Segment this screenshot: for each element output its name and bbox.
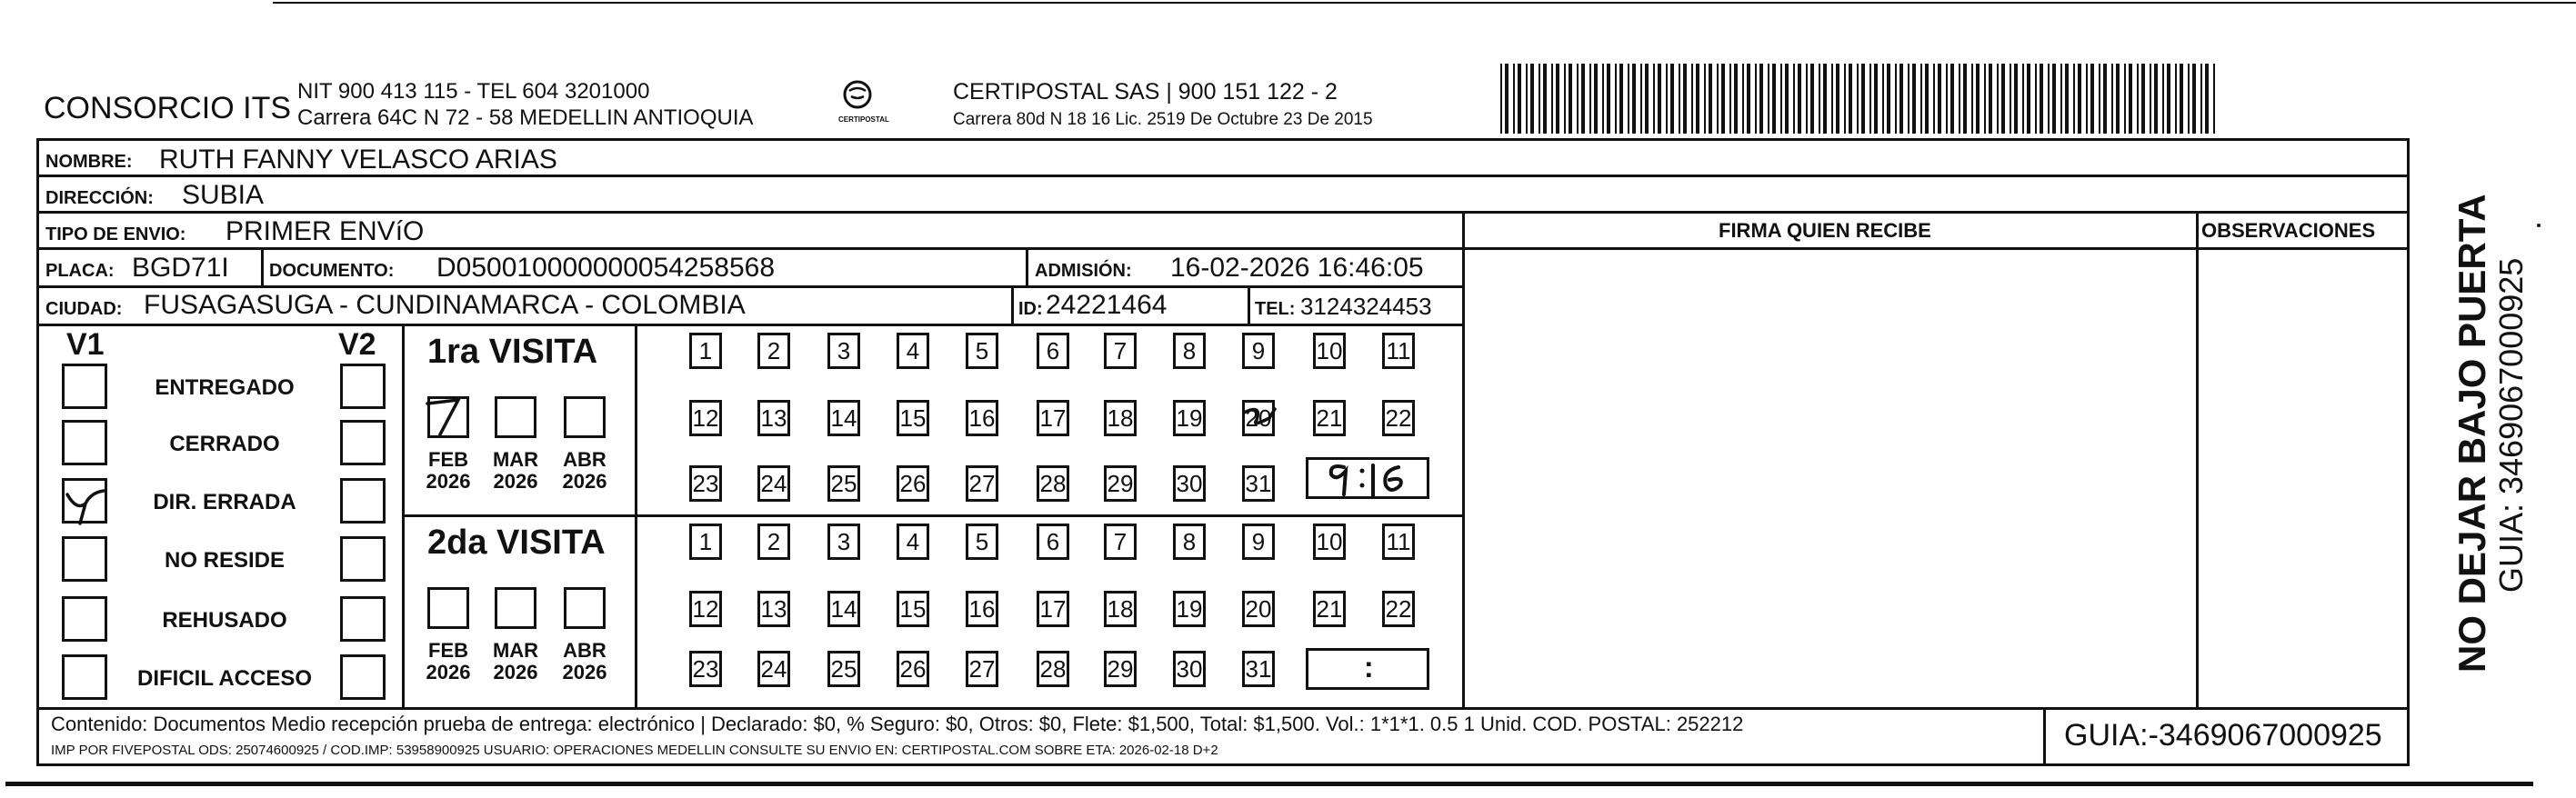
second-visit-day-box[interactable]: 27 <box>966 651 998 687</box>
month-label <box>557 449 612 493</box>
barcode-bar <box>1861 64 1865 134</box>
first-visit-label: 1ra VISITA <box>427 333 598 371</box>
admision-divider <box>1026 247 1028 285</box>
guia-divider <box>2043 707 2046 766</box>
barcode-bar <box>1899 64 1903 134</box>
nit-line: NIT 900 413 115 - TEL 604 3201000 <box>297 79 650 104</box>
barcode-bar <box>1658 64 1661 134</box>
barcode-bar <box>1959 64 1960 134</box>
first-visit-day-box[interactable]: 27 <box>966 465 998 502</box>
barcode-bar <box>1679 64 1680 134</box>
barcode-bar <box>1844 64 1846 134</box>
barcode-bar <box>1742 64 1744 134</box>
barcode-bar <box>1632 64 1636 134</box>
month-name: FEB <box>428 639 468 662</box>
first-visit-time-box[interactable] <box>1306 457 1429 499</box>
barcode-bar <box>2141 64 2145 134</box>
second-visit-day-box[interactable]: 24 <box>757 651 790 687</box>
barcode-bar <box>1530 64 1534 134</box>
barcode-bar <box>1721 64 1725 134</box>
first-visit-day-box[interactable]: 26 <box>897 465 929 502</box>
first-visit-day-box[interactable]: 2 <box>757 333 790 369</box>
second-visit-day-box[interactable]: 30 <box>1173 651 1206 687</box>
logo-caption: CERTIPOSTAL <box>838 115 889 124</box>
barcode-bar <box>1747 64 1750 134</box>
first-visit-day-box[interactable]: 7 <box>1104 333 1137 369</box>
second-visit-label: 2da VISITA <box>427 524 606 562</box>
barcode-bar <box>2137 64 2139 134</box>
barcode-bar <box>1577 64 1579 134</box>
barcode-bar <box>1836 64 1839 134</box>
month-label <box>488 449 543 493</box>
barcode-bar <box>1602 64 1604 134</box>
barcode-bar <box>1874 64 1878 134</box>
barcode-bar <box>1857 64 1859 134</box>
barcode-bar <box>1798 64 1801 134</box>
first-visit-day-box[interactable]: 31 <box>1242 465 1275 502</box>
barcode-bar <box>1628 64 1629 134</box>
second-visit-day-box[interactable]: 3 <box>827 524 860 560</box>
first-visit-day-box[interactable]: 29 <box>1104 465 1137 502</box>
second-visit-day-box[interactable]: 26 <box>897 651 929 687</box>
barcode-bar <box>2188 64 2190 134</box>
company-name: CONSORCIO ITS <box>44 91 292 125</box>
barcode-bar <box>1938 64 1941 134</box>
barcode-bar <box>2200 64 2202 134</box>
barcode-bar <box>1653 64 1655 134</box>
barcode-bar <box>1539 64 1540 134</box>
ciudad-label: CIUDAD: <box>45 299 123 319</box>
firma-divider <box>1462 211 1465 707</box>
second-visit-day-box[interactable]: 2 <box>757 524 790 560</box>
month-year: 2026 <box>426 661 471 684</box>
barcode-bar <box>2213 64 2215 134</box>
barcode-bar <box>2099 64 2100 134</box>
barcode-bar <box>1645 64 1649 134</box>
barcode-bar <box>1526 64 1528 134</box>
barcode-bar <box>1997 64 1999 134</box>
second-visit-day-box[interactable]: 23 <box>689 651 722 687</box>
barcode-bar <box>1518 64 1521 134</box>
barcode-bar <box>2010 64 2011 134</box>
v1-checkbox[interactable] <box>62 536 107 582</box>
first-visit-day-box[interactable]: 3 <box>827 333 860 369</box>
status-option-label: DIFICIL ACCESO <box>136 666 312 691</box>
barcode-bar <box>2048 64 2050 134</box>
barcode-bar <box>1755 64 1757 134</box>
first-visit-day-box[interactable]: 10 <box>1313 333 1346 369</box>
v2-checkbox[interactable] <box>340 536 386 582</box>
second-visit-day-box[interactable]: 8 <box>1173 524 1206 560</box>
barcode-bar <box>2150 64 2151 134</box>
second-visit-day-box[interactable]: 5 <box>966 524 998 560</box>
barcode-bar <box>1887 64 1890 134</box>
barcode-bar <box>1607 64 1610 134</box>
certipostal-logo-icon <box>835 78 880 115</box>
status-option-label: ENTREGADO <box>155 375 295 400</box>
barcode-bar <box>1912 64 1916 134</box>
month-name: MAR <box>492 639 539 662</box>
first-visit-day-box[interactable]: 24 <box>757 465 790 502</box>
barcode-bar <box>1810 64 1814 134</box>
second-visit-day-box[interactable]: 10 <box>1313 524 1346 560</box>
barcode-bar <box>2065 64 2069 134</box>
barcode-bar <box>2027 64 2030 134</box>
barcode-bar <box>1989 64 1992 134</box>
second-visit-day-box[interactable]: 12 <box>689 591 722 627</box>
month-label <box>421 640 476 683</box>
bottom-border-line <box>5 782 2533 786</box>
barcode-bar <box>1704 64 1706 134</box>
visit-divider <box>402 514 1462 517</box>
company-address: Carrera 64C N 72 - 58 MEDELLIN ANTIOQUIA <box>297 105 754 130</box>
barcode-bar <box>1963 64 1967 134</box>
month-name: FEB <box>428 448 468 471</box>
nombre-value: RUTH FANNY VELASCO ARIAS <box>159 145 557 175</box>
id-value: 24221464 <box>1046 290 1168 320</box>
month-year: 2026 <box>426 470 471 494</box>
tel-value: 3124324453 <box>1300 293 1432 320</box>
month-checkbox[interactable] <box>427 587 469 629</box>
barcode-bar <box>1505 64 1509 134</box>
barcode-bar <box>1556 64 1559 134</box>
barcode-bar <box>1819 64 1820 134</box>
month-checkbox[interactable] <box>427 396 469 438</box>
v1-checkbox[interactable] <box>62 364 107 409</box>
first-visit-day-box[interactable]: 25 <box>827 465 860 502</box>
v2-label: V2 <box>338 327 376 362</box>
barcode-bar <box>1589 64 1591 134</box>
row-line-1 <box>36 175 2410 177</box>
v2-checkbox[interactable] <box>340 364 386 409</box>
barcode-bar <box>1670 64 1674 134</box>
barcode-bar <box>1709 64 1712 134</box>
certipostal-line: CERTIPOSTAL SAS | 900 151 122 - 2 <box>953 79 1338 105</box>
barcode-bar <box>1500 64 1502 134</box>
first-visit-day-box[interactable]: 9 <box>1242 333 1275 369</box>
row-line-2 <box>36 211 2410 214</box>
barcode-bar <box>2086 64 2088 134</box>
second-visit-day-box[interactable]: 6 <box>1037 524 1069 560</box>
barcode-bar <box>2154 64 2158 134</box>
admision-value: 16-02-2026 16:46:05 <box>1170 253 1424 283</box>
first-visit-day-box[interactable]: 18 <box>1104 400 1137 436</box>
obs-divider <box>2196 211 2199 707</box>
barcode-bar <box>1696 64 1699 134</box>
month-label <box>421 449 476 493</box>
barcode-bar <box>2078 64 2081 134</box>
second-visit-day-box[interactable]: 28 <box>1037 651 1069 687</box>
first-visit-day-box[interactable]: 22 <box>1382 400 1415 436</box>
direccion-value: SUBIA <box>182 180 265 210</box>
barcode-bar <box>1806 64 1808 134</box>
barcode-bar <box>1908 64 1909 134</box>
barcode-bar <box>2124 64 2126 134</box>
id-divider <box>1011 285 1014 324</box>
second-visit-day-box[interactable]: 31 <box>1242 651 1275 687</box>
barcode-bar <box>2040 64 2043 134</box>
barcode-bar <box>2073 64 2075 134</box>
first-visit-day-box[interactable]: 4 <box>897 333 929 369</box>
first-visit-day-box[interactable]: 17 <box>1037 400 1069 436</box>
barcode-bar <box>1594 64 1598 134</box>
barcode-bar <box>1513 64 1515 134</box>
firma-area[interactable] <box>1466 251 2193 705</box>
footer-guia: GUIA:-3469067000925 <box>2064 718 2382 753</box>
first-visit-day-box[interactable]: 5 <box>966 333 998 369</box>
barcode-bar <box>1564 64 1566 134</box>
barcode-bar <box>2175 64 2177 134</box>
first-visit-day-box[interactable]: 16 <box>966 400 998 436</box>
barcode-bar <box>1734 64 1738 134</box>
barcode-bar <box>1768 64 1769 134</box>
second-visit-day-box[interactable]: 1 <box>689 524 722 560</box>
second-visit-day-box[interactable]: 13 <box>757 591 790 627</box>
barcode-bar <box>1925 64 1929 134</box>
second-visit-day-box[interactable]: 7 <box>1104 524 1137 560</box>
tipo-envio-label: TIPO DE ENVIO: <box>45 224 186 244</box>
barcode-bar <box>2192 64 2196 134</box>
second-visit-day-box[interactable]: 18 <box>1104 591 1137 627</box>
month-label <box>488 640 543 683</box>
tel-label: TEL: <box>1255 299 1296 319</box>
documento-value: D050010000000054258568 <box>436 253 776 283</box>
barcode-bar <box>1581 64 1585 134</box>
first-visit-day-box[interactable]: 13 <box>757 400 790 436</box>
barcode-bar <box>1615 64 1617 134</box>
time-separator: : <box>1364 651 1374 683</box>
direccion-label: DIRECCIÓN: <box>45 188 154 208</box>
barcode-bar <box>1849 64 1852 134</box>
status-option-label: DIR. ERRADA <box>153 490 296 514</box>
second-visit-day-box[interactable]: 11 <box>1382 524 1415 560</box>
ciudad-value: FUSAGASUGA - CUNDINAMARCA - COLOMBIA <box>144 290 746 320</box>
v2-checkbox[interactable] <box>340 478 386 524</box>
row-line-right <box>1462 247 2410 250</box>
first-visit-day-box[interactable]: 12 <box>689 400 722 436</box>
barcode-bar <box>1780 64 1782 134</box>
first-visit-day-box[interactable]: 28 <box>1037 465 1069 502</box>
month-checkbox[interactable] <box>564 587 606 629</box>
second-visit-day-box[interactable]: 4 <box>897 524 929 560</box>
barcode-bar <box>1640 64 1642 134</box>
barcode-bar <box>1691 64 1693 134</box>
observaciones-label: OBSERVACIONES <box>2201 219 2376 242</box>
id-label: ID: <box>1018 299 1043 319</box>
first-visit-day-box[interactable]: 21 <box>1313 400 1346 436</box>
second-visit-day-box[interactable]: 15 <box>897 591 929 627</box>
barcode-bar <box>2052 64 2056 134</box>
first-visit-day-box[interactable]: 19 <box>1173 400 1206 436</box>
barcode-bar <box>1683 64 1687 134</box>
second-visit-day-box[interactable]: 29 <box>1104 651 1137 687</box>
second-visit-day-box[interactable]: 25 <box>827 651 860 687</box>
first-visit-day-box[interactable]: 30 <box>1173 465 1206 502</box>
barcode-bar <box>1759 64 1763 134</box>
barcode-icon <box>1498 64 2222 134</box>
v2-checkbox[interactable] <box>340 596 386 642</box>
month-name: ABR <box>563 639 606 662</box>
v1-checkbox[interactable] <box>62 654 107 700</box>
barcode-bar <box>2129 64 2132 134</box>
row-line-3 <box>36 247 1462 250</box>
barcode-bar <box>1793 64 1795 134</box>
placa-label: PLACA: <box>45 261 115 281</box>
second-visit-day-box[interactable]: 21 <box>1313 591 1346 627</box>
barcode-bar <box>2090 64 2094 134</box>
barcode-bar <box>2167 64 2170 134</box>
first-visit-day-box[interactable]: 6 <box>1037 333 1069 369</box>
barcode-bar <box>1785 64 1789 134</box>
footer-contenido: Contenido: Documentos Medio recepción prueba de entrega: electrónico | Declarado: $0, % Seguro: $0, Otros: $0, Flete: $1,500, Total: $1,500. Vol.: 1*1*1. 0.5 1 Unid. COD. POSTAL: 252212 <box>51 713 1744 735</box>
first-visit-day-box[interactable]: 15 <box>897 400 929 436</box>
month-checkbox[interactable] <box>495 396 536 438</box>
firma-label: FIRMA QUIEN RECIBE <box>1719 219 1931 242</box>
barcode-bar <box>1976 64 1980 134</box>
row-line-5 <box>36 324 1462 326</box>
certipostal-address: Carrera 80d N 18 16 Lic. 2519 De Octubre 23 De 2015 <box>953 110 1373 129</box>
barcode-bar <box>1569 64 1572 134</box>
barcode-bar <box>1543 64 1547 134</box>
barcode-bar <box>1920 64 1922 134</box>
month-year: 2026 <box>562 470 607 494</box>
barcode-bar <box>1551 64 1553 134</box>
admision-label: ADMISIÓN: <box>1035 261 1132 281</box>
second-visit-day-box[interactable]: 20 <box>1242 591 1275 627</box>
barcode-bar <box>1717 64 1719 134</box>
placa-value: BGD71I <box>132 253 229 283</box>
barcode-bar <box>1666 64 1668 134</box>
tel-divider <box>1248 285 1250 324</box>
month-year: 2026 <box>493 661 538 684</box>
v1-label: V1 <box>66 327 105 362</box>
footer-imp: IMP POR FIVEPOSTAL ODS: 25074600925 / COD.IMP: 53958900925 USUARIO: OPERACIONES MEDELLIN CONSULTE SU ENVIO EN: CERTIPOSTAL.COM SOBRE ETA: 2026-02-18 D+2 <box>51 743 1218 758</box>
barcode-bar <box>1619 64 1623 134</box>
barcode-bar <box>2022 64 2024 134</box>
second-visit-day-box[interactable]: 16 <box>966 591 998 627</box>
second-visit-day-box[interactable]: 22 <box>1382 591 1415 627</box>
first-visit-day-box[interactable]: 8 <box>1173 333 1206 369</box>
barcode-bar <box>2162 64 2164 134</box>
barcode-bar <box>1971 64 1973 134</box>
first-visit-day-box[interactable]: 20 <box>1242 400 1275 436</box>
barcode-bar <box>1831 64 1833 134</box>
barcode-bar <box>1933 64 1935 134</box>
barcode-bar <box>2180 64 2183 134</box>
month-checkbox[interactable] <box>564 396 606 438</box>
second-visit-day-box[interactable]: 17 <box>1037 591 1069 627</box>
footer-line <box>36 707 2410 710</box>
first-visit-day-box[interactable]: 11 <box>1382 333 1415 369</box>
month-checkbox[interactable] <box>495 587 536 629</box>
barcode-bar <box>2205 64 2209 134</box>
barcode-bar <box>1869 64 1871 134</box>
barcode-bar <box>2001 64 2005 134</box>
month-name: ABR <box>563 448 606 471</box>
barcode-bar <box>1946 64 1948 134</box>
first-visit-day-box[interactable]: 1 <box>689 333 722 369</box>
barcode-bar <box>2103 64 2107 134</box>
v1-checkbox[interactable] <box>62 478 107 524</box>
status-option-label: NO RESIDE <box>164 548 286 573</box>
barcode-bar <box>2116 64 2120 134</box>
second-visit-day-box[interactable]: 9 <box>1242 524 1275 560</box>
barcode-bar <box>1772 64 1776 134</box>
observaciones-area[interactable] <box>2200 251 2407 705</box>
month-year: 2026 <box>562 661 607 684</box>
status-option-label: REHUSADO <box>162 608 287 633</box>
barcode-bar <box>1729 64 1731 134</box>
v2-checkbox[interactable] <box>340 420 386 465</box>
barcode-bar <box>2035 64 2037 134</box>
barcode-bar <box>1950 64 1954 134</box>
nombre-label: NOMBRE: <box>45 152 133 172</box>
barcode-bar <box>2111 64 2113 134</box>
barcode-bar <box>1882 64 1884 134</box>
barcode-bar <box>2060 64 2062 134</box>
month-name: MAR <box>492 448 539 471</box>
barcode-bar <box>2014 64 2018 134</box>
first-visit-day-box[interactable]: 14 <box>827 400 860 436</box>
barcode-bar <box>1895 64 1897 134</box>
first-visit-day-box[interactable]: 23 <box>689 465 722 502</box>
v2-checkbox[interactable] <box>340 654 386 700</box>
v1-checkbox[interactable] <box>62 420 107 465</box>
placa-divider <box>261 247 264 285</box>
barcode-bar <box>1823 64 1827 134</box>
top-border-line <box>273 2 2576 4</box>
speck <box>2537 224 2541 227</box>
month-year: 2026 <box>493 470 538 494</box>
tipo-envio-value: PRIMER ENVíO <box>226 216 425 246</box>
second-visit-day-box[interactable]: 14 <box>827 591 860 627</box>
no-dejar-bajo-puerta: NO DEJAR BAJO PUERTA <box>2451 194 2493 673</box>
side-guia: GUIA: 3469067000925 <box>2492 257 2530 593</box>
month-label <box>557 640 612 683</box>
v1-checkbox[interactable] <box>62 596 107 642</box>
barcode-bar <box>1984 64 1986 134</box>
second-visit-day-box[interactable]: 19 <box>1173 591 1206 627</box>
status-option-label: CERRADO <box>169 432 280 456</box>
documento-label: DOCUMENTO: <box>269 261 395 281</box>
